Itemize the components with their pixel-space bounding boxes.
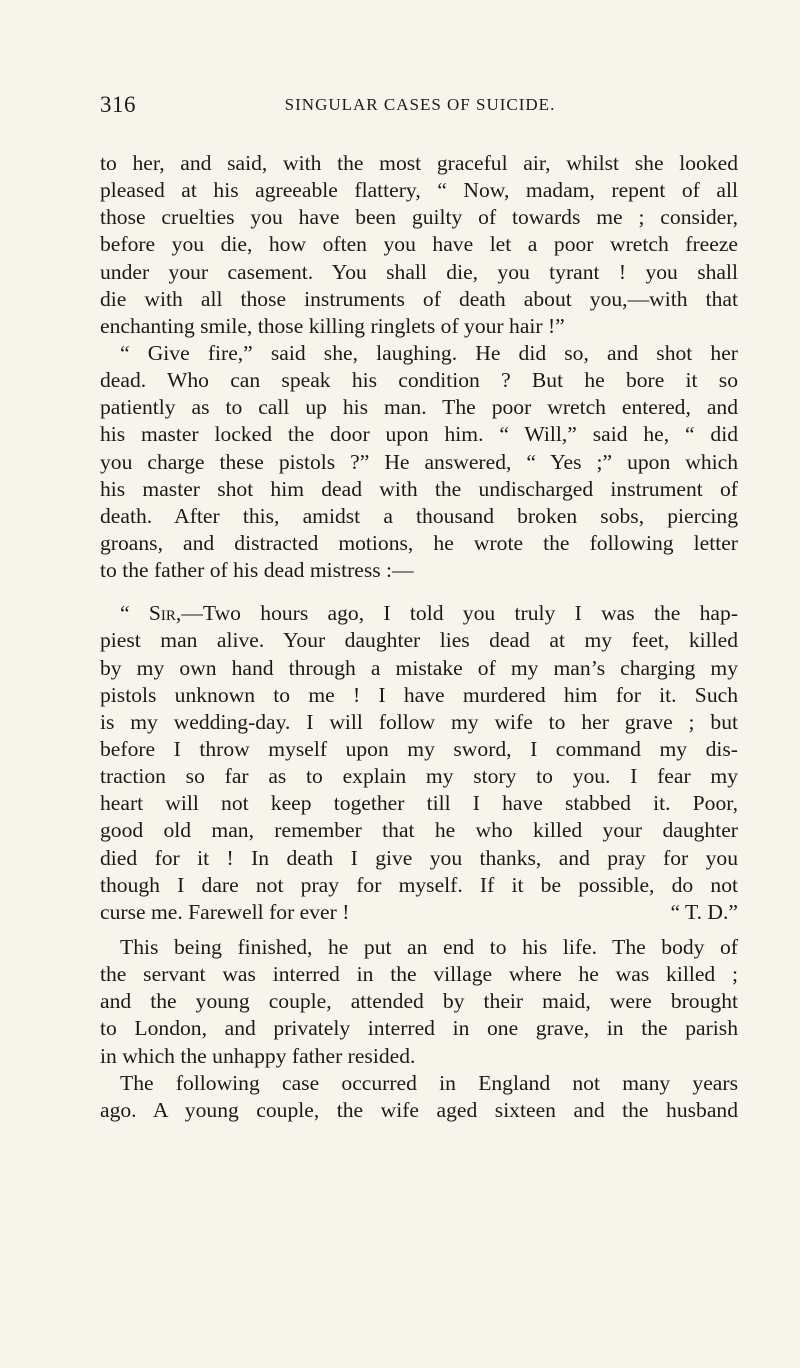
- text-line: traction so far as to explain my story to you. I fear my: [100, 764, 738, 789]
- text-line: by my own hand through a mistake of my man’s charging my: [100, 655, 738, 680]
- text-line: The following case occurred in England not many years: [120, 1070, 738, 1095]
- text-line: pleased at his agreeable flattery, “ Now, madam, repent of all: [100, 178, 738, 203]
- text-line: death. After this, amidst a thousand broken sobs, piercing: [100, 503, 738, 528]
- paragraph-gap: [100, 926, 738, 934]
- text-line: his master shot him dead with the undischarged instrument of: [100, 476, 738, 501]
- text-line: before I throw myself upon my sword, I command my dis-: [100, 736, 738, 761]
- text-line: This being finished, he put an end to his life. The body of: [120, 934, 738, 959]
- text-line: died for it ! In death I give you thanks, and pray for you: [100, 845, 738, 870]
- body-text: [100, 150, 738, 1124]
- letter-signature: “ T. D.”: [670, 899, 738, 924]
- text-line: under your casement. You shall die, you tyrant ! you shall: [100, 259, 738, 284]
- text-line: good old man, remember that he who killed your daughter: [100, 818, 738, 843]
- text-line: before you die, how often you have let a poor wretch freeze: [100, 232, 738, 257]
- text-line: groans, and distracted motions, he wrote the following letter: [100, 530, 738, 555]
- text-line: those cruelties you have been guilty of towards me ; consider,: [100, 205, 738, 230]
- text-line: and the young couple, attended by their maid, were brought: [100, 989, 738, 1014]
- text-line: you charge these pistols ?” He answered, “ Yes ;” upon which: [100, 449, 738, 474]
- page-header: [100, 92, 740, 122]
- letter-last-line: curse me. Farewell for ever !: [100, 899, 350, 924]
- text-line: dead. Who can speak his condition ? But he bore it so: [100, 368, 738, 393]
- text-line: to London, and privately interred in one grave, in the parish: [100, 1016, 738, 1041]
- letter-salutation: Sir: [148, 601, 176, 626]
- text-line: his master locked the door upon him. “ Will,” said he, “ did: [100, 422, 738, 447]
- text-line: the servant was interred in the village where he was killed ;: [100, 962, 738, 987]
- text-line: “ Give fire,” said she, laughing. He did so, and shot her: [120, 340, 738, 365]
- text-line: though I dare not pray for myself. If it be possible, do not: [100, 872, 738, 897]
- text-line: heart will not keep together till I have stabbed it. Poor,: [100, 791, 738, 816]
- paragraph-2: [100, 340, 738, 584]
- paragraph-1: [100, 150, 738, 340]
- letter-first-line: [100, 600, 738, 627]
- text-line: enchanting smile, those killing ringlets of your hair !”: [100, 313, 565, 338]
- text-line: in which the unhappy father resided.: [100, 1043, 416, 1068]
- paragraph-3: [100, 934, 738, 1070]
- letter-open-quote: “: [120, 601, 149, 626]
- letter-first-line-rest: ,—Two hours ago, I told you truly I was the hap-: [175, 601, 739, 626]
- text-line: piest man alive. Your daughter lies dead at my feet, killed: [100, 628, 738, 653]
- paragraph-gap: [100, 584, 738, 600]
- paragraph-4: [100, 1070, 738, 1124]
- text-line: ago. A young couple, the wife aged sixteen and the husband: [100, 1097, 738, 1122]
- text-line: to her, and said, with the most graceful air, whilst she looked: [100, 151, 738, 175]
- page-number: 316: [100, 92, 136, 117]
- text-line: die with all those instruments of death about you,—with that: [100, 286, 738, 311]
- text-line: is my wedding-day. I will follow my wife to her grave ; but: [100, 709, 738, 734]
- letter-paragraph: [100, 600, 738, 926]
- text-line: pistols unknown to me ! I have murdered him for it. Such: [100, 682, 738, 707]
- letter-signoff-line: [100, 899, 738, 926]
- text-line: to the father of his dead mistress :—: [100, 558, 414, 583]
- text-line: patiently as to call up his man. The poor wretch entered, and: [100, 395, 738, 420]
- running-title: SINGULAR CASES OF SUICIDE.: [284, 95, 556, 114]
